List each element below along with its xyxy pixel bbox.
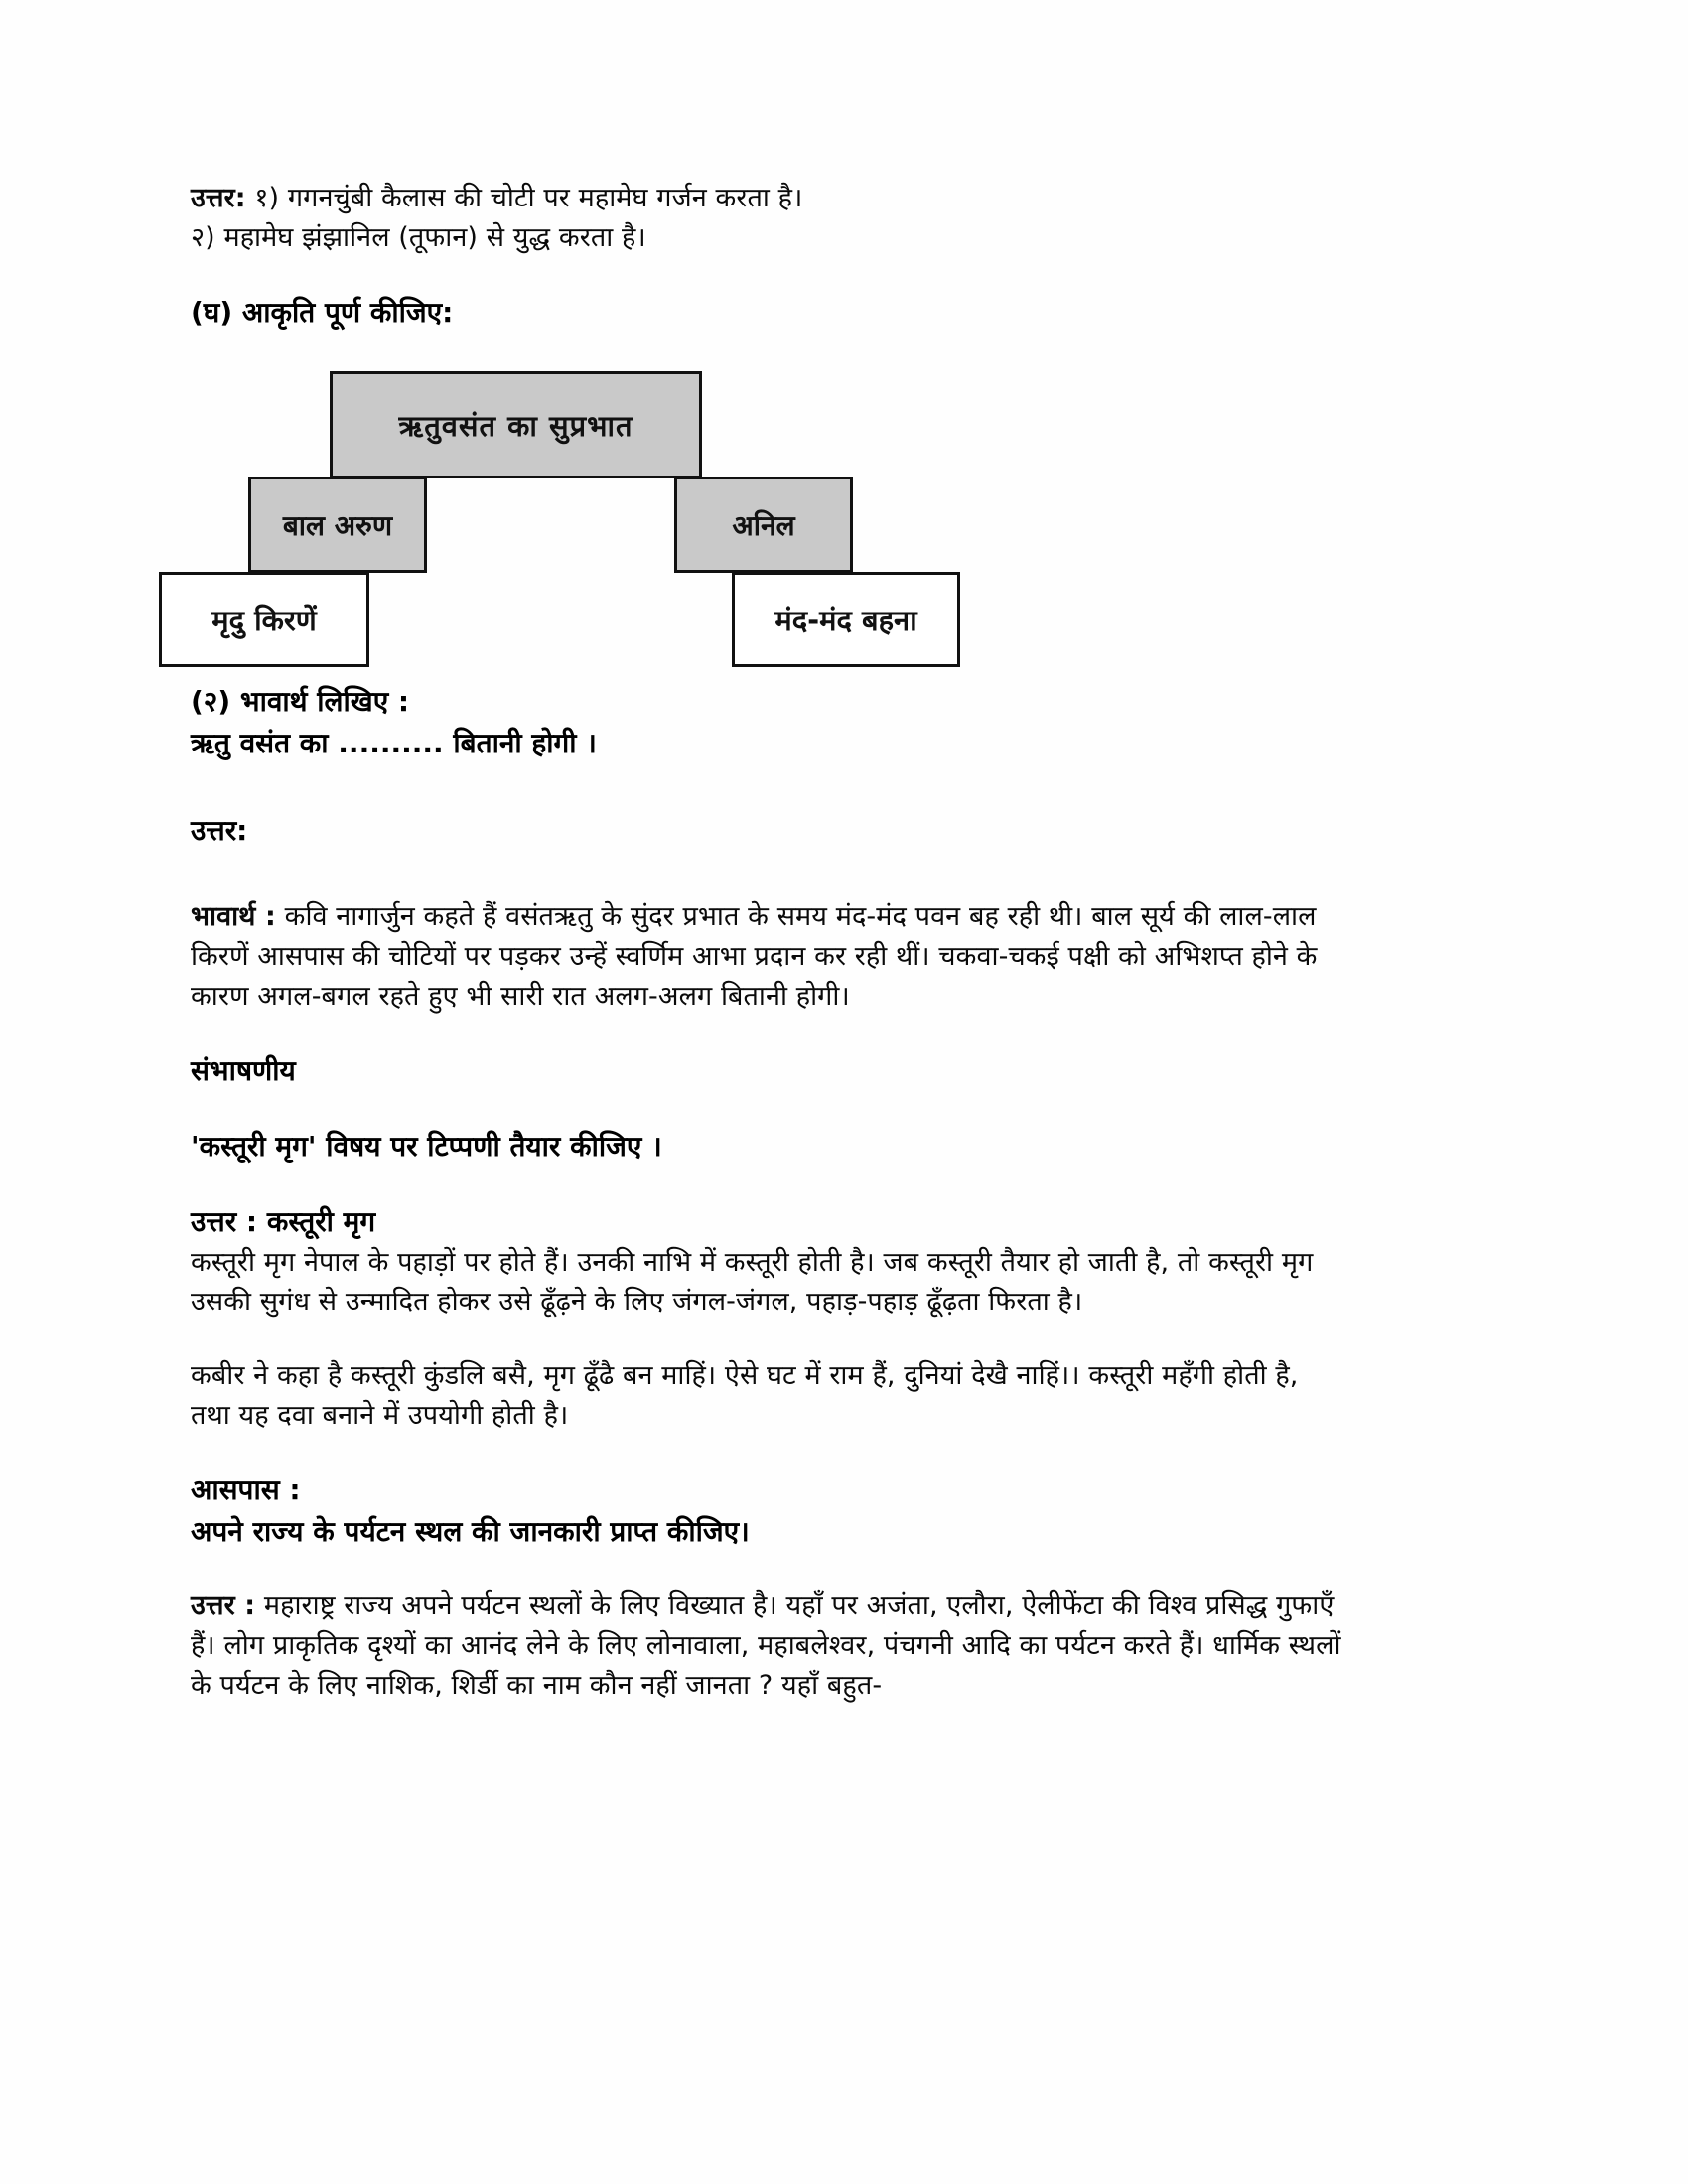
document-content: [191, 179, 1342, 1706]
sambhashniya-question: 'कस्तूरी मृग' विषय पर टिप्पणी तैयार कीजिए ।: [191, 1130, 662, 1162]
sambhashniya-heading: संभाषणीय: [191, 1054, 296, 1087]
spacer: [191, 1092, 1342, 1126]
aaspas-answer-paragraph: [191, 1586, 1342, 1706]
aaspas-question: अपने राज्य के पर्यटन स्थल की जानकारी प्राप्त कीजिए।: [191, 1515, 750, 1548]
spacer: [191, 1017, 1342, 1050]
aaspas-answer-label: उत्तर :: [191, 1590, 256, 1621]
question-gha: (घ) आकृति पूर्ण कीजिए:: [191, 296, 454, 329]
kasturi-paragraph: कस्तूरी मृग नेपाल के पहाड़ों पर होते हैं। उनकी नाभि में कस्तूरी होती है। जब कस्तूरी तैयार हो जाती है, तो कस्तूरी मृग उसकी सुगंध से उन्मादित होकर उसे ढूँढ़ने के लिए जंगल-जंगल, पहाड़-पहाड़ ढूँढ़ता फिरता है।: [191, 1247, 1314, 1317]
diagram-box-right-child: [732, 572, 960, 667]
kabir-paragraph: कबीर ने कहा है कस्तूरी कुंडलि बसै, मृग ढूँढै बन माहिं। ऐसे घट में राम हैं, दुनियां देखै नाहिं।। कस्तूरी महँगी होती है, तथा यह दवा बनाने में उपयोगी होती है।: [191, 1360, 1299, 1431]
answer-2-label: उत्तर:: [191, 814, 248, 847]
diagram-box-left-label: बाल अरुण: [282, 508, 393, 542]
spacer: [191, 1553, 1342, 1586]
answer-1-line1: १) गगनचुंबी कैलास की चोटी पर महामेघ गर्जन करता है।: [254, 183, 803, 213]
diagram-box-right-child-label: मंद-मंद बहना: [774, 603, 917, 637]
diagram-box-right: [674, 477, 853, 573]
aaspas-answer-text: महाराष्ट्र राज्य अपने पर्यटन स्थलों के लिए विख्यात है। यहाँ पर अजंता, एलौरा, ऐलीफेंटा की विश्व प्रसिद्ध गुफाएँ हैं। लोग प्राकृतिक दृश्यों का आनंद लेने के लिए लोनावाला, महाबलेश्वर, पंचगनी आदि का पर्यटन करते हैं। धार्मिक स्थलों के पर्यटन के लिए नाशिक, शिर्डी का नाम कौन नहीं जानता ? यहाँ बहुत-: [191, 1590, 1341, 1701]
akriti-diagram: [191, 359, 1283, 647]
spacer: [191, 1167, 1342, 1201]
answer-1-block: [191, 179, 1342, 218]
spacer: [191, 764, 1342, 810]
bhavarth-label: भावार्थ :: [191, 901, 276, 932]
diagram-box-main: [330, 371, 702, 478]
diagram-box-left-child: [159, 572, 369, 667]
spacer: [191, 1435, 1342, 1469]
bhavarth-text: कवि नागार्जुन कहते हैं वसंतऋतु के सुंदर प्रभात के समय मंद-मंद पवन बह रही थी। बाल सूर्य की लाल-लाल किरणें आसपास की चोटियों पर पड़कर उन्हें स्वर्णिम आभा प्रदान कर रही थीं। चकवा-चकई पक्षी को अभिशप्त होने के कारण अगल-बगल रहते हुए भी सारी रात अलग-अलग बितानी होगी।: [191, 901, 1318, 1012]
answer-1-line2: २) महामेघ झंझानिल (तूफान) से युद्ध करता है।: [191, 222, 646, 253]
question-2-heading: (२) भावार्थ लिखिए :: [191, 685, 410, 718]
spacer: [191, 258, 1342, 292]
diagram-box-left: [248, 477, 427, 573]
spacer: [191, 852, 1342, 897]
kasturi-answer-label: उत्तर : कस्तूरी मृग: [191, 1205, 376, 1238]
question-2-line: ऋतु वसंत का .......... बितानी होगी ।: [191, 727, 597, 759]
bhavarth-paragraph: [191, 897, 1342, 1017]
diagram-box-right-label: अनिल: [732, 508, 795, 542]
diagram-box-left-child-label: मृदु किरणें: [211, 603, 317, 637]
answer-1-label: उत्तर:: [191, 183, 246, 213]
aaspas-heading: आसपास :: [191, 1473, 301, 1506]
diagram-box-main-label: ऋतुवसंत का सुप्रभात: [398, 408, 633, 443]
spacer: [191, 1322, 1342, 1356]
